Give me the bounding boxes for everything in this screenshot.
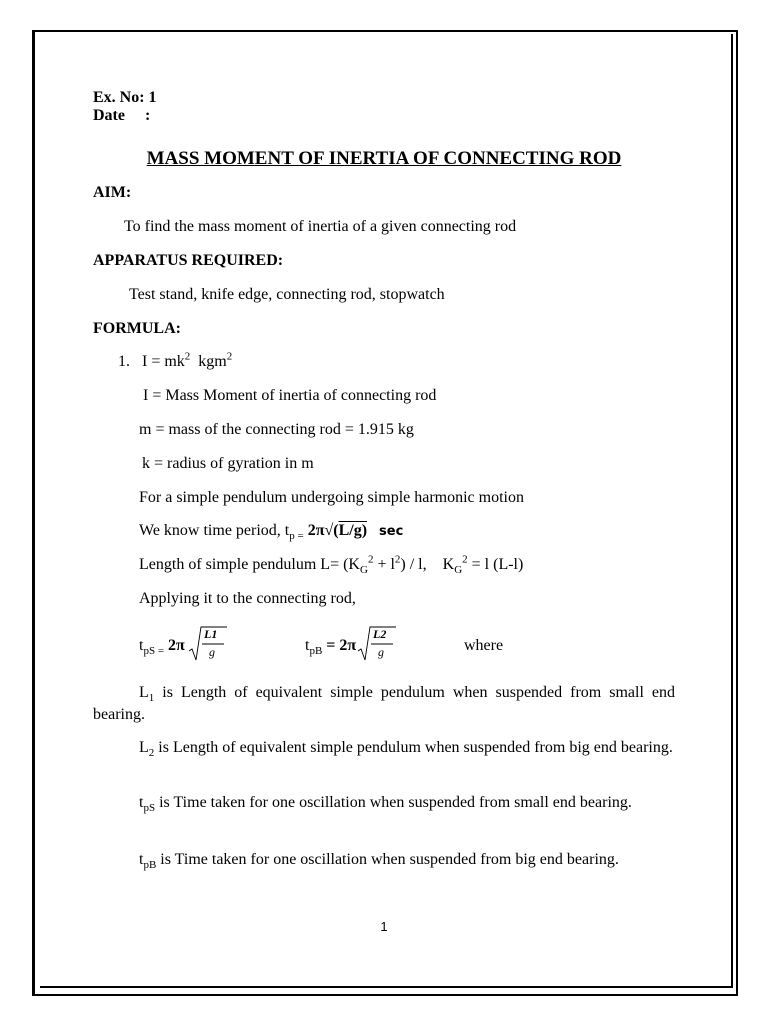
page-border-inner <box>40 34 733 988</box>
apparatus-text: Test stand, knife edge, connecting rod, stopwatch <box>129 286 445 303</box>
definition-tps <box>93 792 675 814</box>
eq1-unit: kgm <box>198 353 227 370</box>
eq1-unit-exp: 2 <box>226 350 233 363</box>
applying-line: Applying it to the connecting rod, <box>139 590 356 607</box>
period-sub: p = <box>289 530 304 543</box>
ex-no-label: Ex. No: 1 <box>93 89 157 106</box>
date-label: Date : <box>93 107 151 124</box>
kg-k: K <box>442 556 455 573</box>
tpb-sub: pB <box>309 645 323 658</box>
tps-radical <box>188 624 228 664</box>
page-number: 1 <box>380 919 388 934</box>
tps-sub: pS = <box>143 645 165 658</box>
length-mid: + l <box>373 556 395 573</box>
tps-formula <box>139 637 185 658</box>
length-line <box>139 553 524 577</box>
tps-t: t <box>139 637 144 654</box>
definition-tpb <box>93 849 675 871</box>
length-end: ) / l, <box>400 556 427 573</box>
l2-sub: 2 <box>148 747 155 760</box>
tps-denominator: g <box>209 645 215 659</box>
period-unit: sec <box>379 524 404 539</box>
item-number: 1. <box>118 353 130 370</box>
l2-text: is Length of equivalent simple pendulum when suspended from big end bearing. <box>154 739 673 756</box>
tpb-numerator: L2 <box>373 627 387 641</box>
l1-symbol: L <box>139 684 149 701</box>
line-m: m = mass of the connecting rod = 1.915 kg <box>139 421 414 438</box>
kg-g: G <box>454 564 463 577</box>
tps-2pi: 2π <box>168 637 185 654</box>
time-period-line <box>139 522 403 541</box>
tpb-t: t <box>305 637 310 654</box>
period-expr-a: 2π√( <box>307 522 339 539</box>
tpb-radical <box>357 624 397 664</box>
length-g1: G <box>359 564 368 577</box>
tpb-formula <box>305 637 357 658</box>
period-expr-b: L/g) <box>338 522 368 539</box>
tpb-eq: = 2π <box>326 637 357 654</box>
eq1-main: I = mk <box>142 353 185 370</box>
eq1-exp: 2 <box>184 350 191 363</box>
tpb-def-symbol: t <box>139 851 144 868</box>
l2-symbol: L <box>139 739 149 756</box>
line-k: k = radius of gyration in m <box>142 455 314 472</box>
tpb-denominator: g <box>378 645 384 659</box>
l1-text: is Length of equivalent simple pendulum when suspended from small end bearing. <box>93 684 675 723</box>
tpb-def-text: is Time taken for one oscillation when suspended from big end bearing. <box>156 851 619 868</box>
kg-rest: = l (L-l) <box>467 556 524 573</box>
length-sq1: 2 <box>367 553 374 566</box>
aim-heading: AIM: <box>93 184 132 201</box>
formula-item-1 <box>118 350 233 371</box>
line-I: I = Mass Moment of inertia of connecting rod <box>143 387 437 404</box>
period-prefix: We know time period, t <box>139 522 290 539</box>
apparatus-heading: APPARATUS REQUIRED: <box>93 252 284 269</box>
tps-def-symbol: t <box>139 794 144 811</box>
tpb-def-sub: pB <box>143 859 157 872</box>
tps-def-sub: pS <box>143 802 156 815</box>
aim-text: To find the mass moment of inertia of a given connecting rod <box>124 218 517 235</box>
length-prefix: Length of simple pendulum L= (K <box>139 556 360 573</box>
kg-sq: 2 <box>462 553 468 566</box>
definition-l2 <box>93 737 675 759</box>
document-title: MASS MOMENT OF INERTIA OF CONNECTING ROD <box>146 148 622 169</box>
where-label: where <box>464 637 504 654</box>
formula-heading: FORMULA: <box>93 320 181 337</box>
definition-l1 <box>93 682 675 726</box>
length-sq2: 2 <box>394 553 401 566</box>
tps-numerator: L1 <box>204 627 218 641</box>
tps-def-text: is Time taken for one oscillation when suspended from small end bearing. <box>155 794 632 811</box>
l1-sub: 1 <box>148 692 155 705</box>
line-shm: For a simple pendulum undergoing simple harmonic motion <box>139 489 524 506</box>
